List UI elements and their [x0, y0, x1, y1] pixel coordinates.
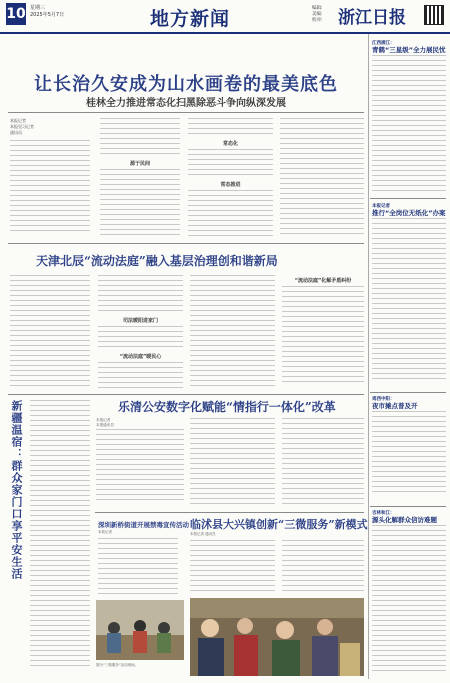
story6-byline: 本报记者 通讯员 — [190, 532, 216, 536]
sidebar-location: 鸡西中阳： — [372, 397, 395, 402]
people-photo-image — [190, 598, 364, 676]
editor-line: 校对: — [312, 18, 323, 23]
sidebar-story — [372, 40, 446, 195]
news-photo — [96, 600, 184, 660]
weekday: 星期三 — [30, 5, 46, 11]
sidebar-headline: 推行“全岗位无纸化”办案 — [372, 209, 446, 217]
byline-line: 本报记者 — [10, 118, 26, 123]
divider — [8, 394, 364, 395]
story2-headline: 天津北辰“流动法庭”融入基层治理创和谐新局 — [36, 254, 278, 268]
story2-column — [190, 275, 275, 390]
story5-byline: 本报记者 — [98, 530, 112, 534]
sidebar-text — [372, 218, 446, 383]
lead-column — [100, 118, 180, 238]
section-title: 地方新闻 — [150, 8, 231, 30]
story4-column — [282, 418, 364, 508]
lead-subheadline: 桂林全力推进常态化扫黑除恶斗争向纵深发展 — [86, 98, 286, 109]
story3-column — [30, 400, 90, 670]
story2-column — [282, 275, 364, 390]
story6-column — [190, 540, 275, 595]
divider — [95, 512, 364, 513]
crowd-photo-image — [96, 600, 184, 660]
issue-date — [30, 5, 64, 19]
sidebar-text — [372, 525, 446, 675]
masthead-logo: 浙江日报 — [338, 8, 406, 28]
sidebar-location: 江西浦江： — [372, 41, 395, 46]
story4-column — [96, 418, 184, 508]
story3-headline: 新疆温宿：群众家门口享平安生活 — [10, 400, 23, 580]
divider — [8, 243, 364, 244]
lead-subtitle: 常态推进 — [220, 182, 241, 188]
page-header — [0, 0, 450, 34]
photo-caption: 图为“三微服务”活动现场。 — [96, 663, 139, 667]
lead-headline: 让长治久安成为山水画卷的最美底色 — [34, 74, 338, 95]
lead-subtitle: 常态化 — [222, 141, 238, 147]
story2-subtitle: “流动法庭”化解矛盾纠纷 — [294, 278, 352, 284]
story2-column — [10, 275, 90, 390]
lead-byline — [10, 118, 70, 136]
sidebar-headline: 源头化解群众信访难题 — [372, 516, 437, 524]
sidebar-text — [372, 411, 446, 496]
byline-line: 本报见习记者 — [10, 124, 34, 129]
lead-column — [188, 118, 273, 238]
lead-subtitle: 源于民间 — [129, 161, 150, 167]
editor-line: 美编: — [312, 12, 323, 17]
story5-column — [98, 538, 178, 598]
byline-line: 通讯员 — [10, 130, 22, 135]
lead-column — [280, 118, 364, 238]
divider — [370, 198, 446, 199]
story4-byline: 本报记者 — [96, 418, 111, 422]
editor-credits — [312, 6, 323, 24]
story5-headline: 深圳新桥街道开展禁毒宣传活动 — [98, 521, 189, 529]
news-photo — [190, 598, 364, 676]
divider — [370, 506, 446, 507]
story2-column — [98, 275, 183, 390]
sidebar-story — [372, 203, 446, 383]
story4-byline: 本报通讯员 — [96, 423, 114, 428]
sidebar-story — [372, 396, 446, 496]
story4-column — [190, 418, 275, 508]
story4-headline: 乐清公安数字化赋能“情指行一体化”改革 — [118, 400, 336, 414]
qr-code-icon — [424, 5, 444, 25]
sidebar-headline: 夜市摊点普及开 — [372, 402, 418, 410]
date: 2025年5月7日 — [30, 12, 65, 18]
sidebar-story — [372, 510, 446, 675]
sidebar-location: 吉林和江： — [372, 511, 395, 516]
story2-subtitle: 司法暖阳进家门 — [122, 318, 158, 324]
sidebar-location: 本报记者 — [372, 204, 390, 209]
sidebar-headline: 青鹤“三星级”全力展民忧 — [372, 46, 446, 54]
story6-headline: 临沭县大兴镇创新“三微服务”新模式 — [190, 518, 368, 531]
divider — [370, 392, 446, 393]
editor-line: 编辑: — [312, 6, 323, 11]
lead-column — [10, 140, 90, 235]
sidebar-text — [372, 55, 446, 195]
story2-subtitle: “流动法庭”暖民心 — [119, 354, 162, 360]
divider — [8, 112, 364, 113]
page-number: 10 — [6, 3, 26, 25]
story6-column — [282, 540, 364, 595]
